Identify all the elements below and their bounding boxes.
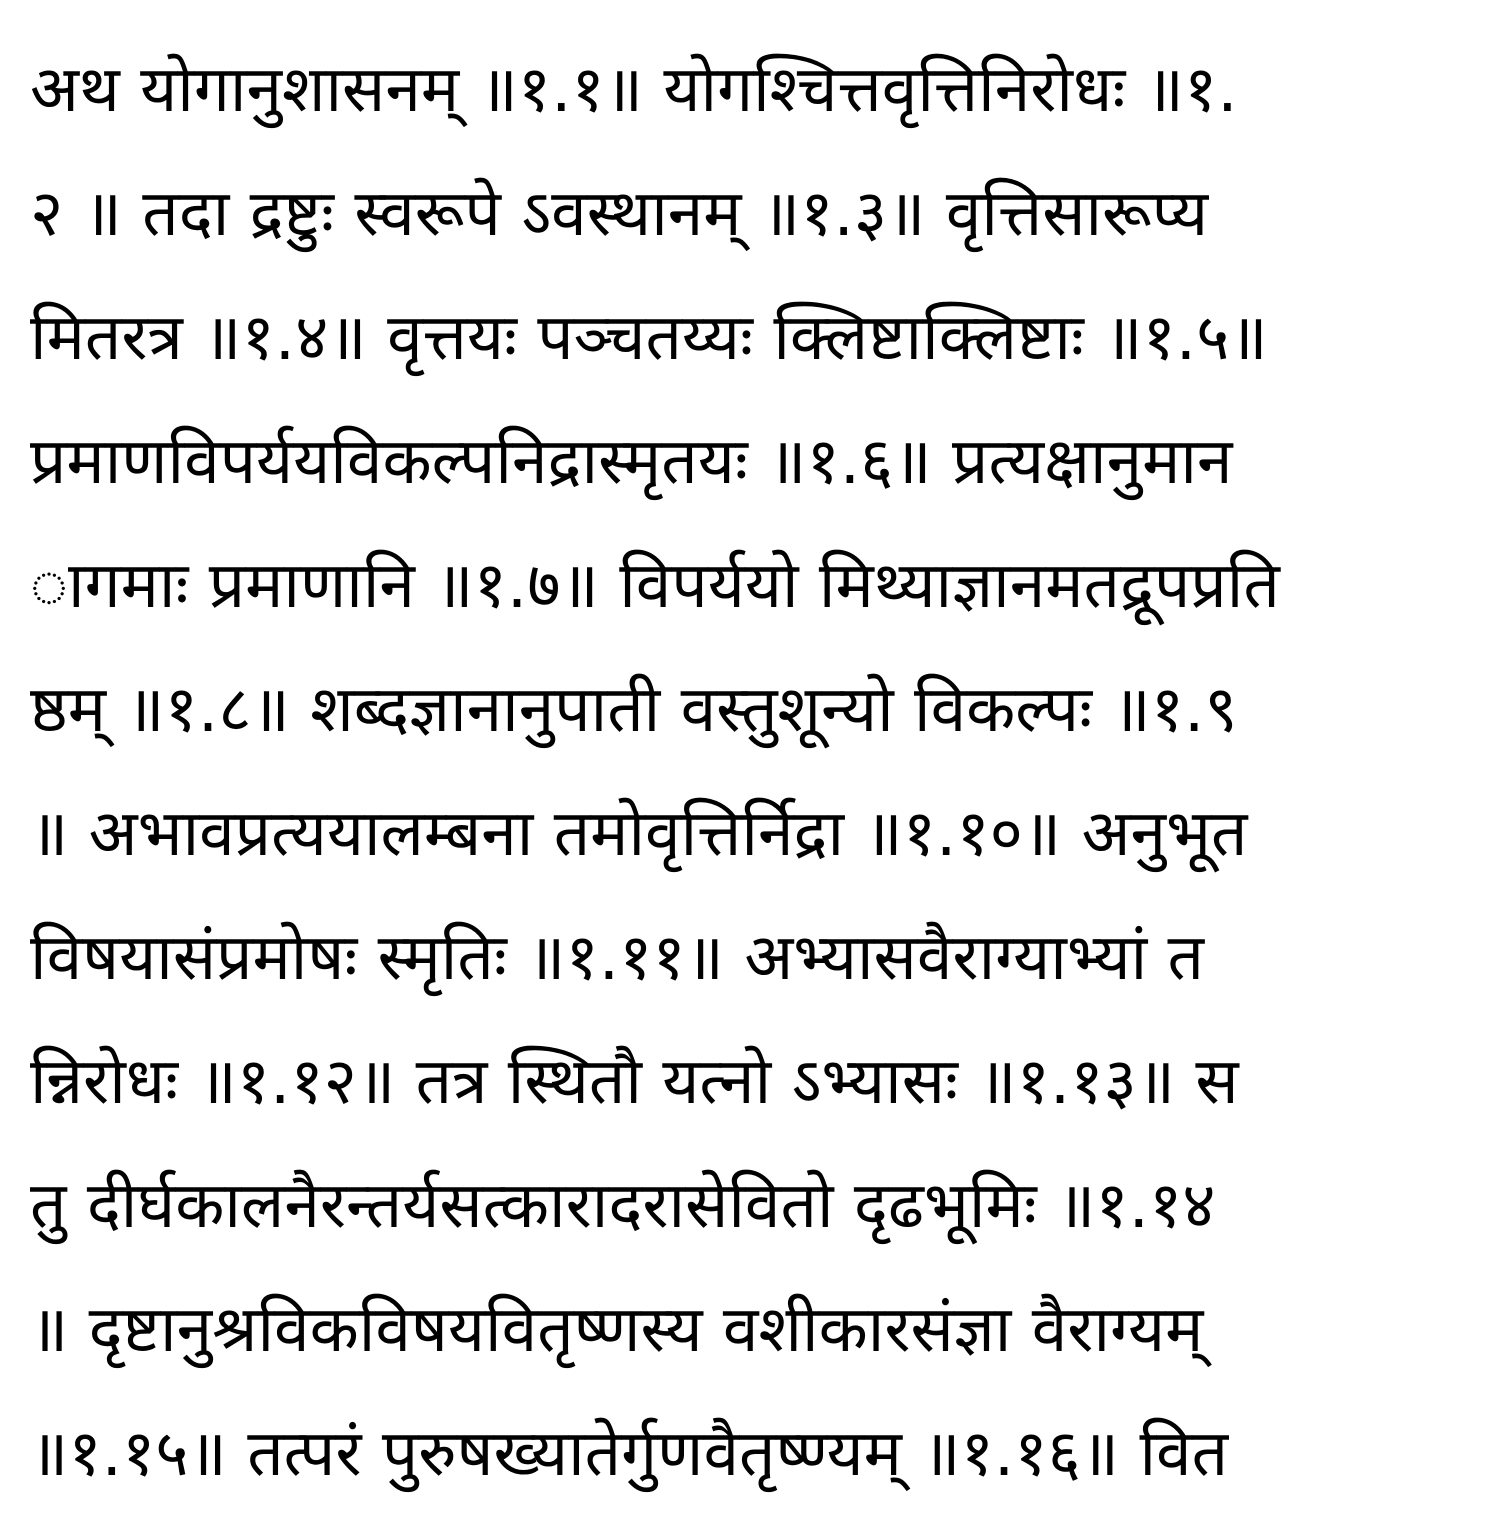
text-line: प्रमाणविपर्ययविकल्पनिद्रास्मृतयः ॥१.६॥ प्रत्यक्षानुमान bbox=[30, 425, 1233, 499]
text-line: २ ॥ तदा द्रष्टुः स्वरूपे ऽवस्थानम् ॥१.३॥ वृत्तिसारूप्य bbox=[30, 177, 1209, 251]
text-line: अथ योगानुशासनम् ॥१.१॥ योगश्चित्तवृत्तिनिरोधः ॥१. bbox=[30, 53, 1238, 127]
text-line: मितरत्र ॥१.४॥ वृत्तयः पञ्चतय्यः क्लिष्टाक्लिष्टाः ॥१.५॥ bbox=[30, 301, 1268, 375]
text-line: ॥ अभावप्रत्ययालम्बना तमोवृत्तिर्निद्रा ॥१.१०॥ अनुभूत bbox=[30, 797, 1248, 871]
text-line: ष्ठम् ॥१.८॥ शब्दज्ञानानुपाती वस्तुशून्यो विकल्पः ॥१.९ bbox=[30, 673, 1238, 747]
sutra-text-block bbox=[30, 28, 1470, 1516]
text-line: ॥१.१५॥ तत्परं पुरुषख्यातेर्गुणवैतृष्ण्यम् ॥१.१६॥ वित bbox=[30, 1417, 1229, 1491]
text-line: ॥ दृष्टानुश्रविकविषयवितृष्णस्य वशीकारसंज्ञा वैराग्यम् bbox=[30, 1293, 1204, 1367]
text-line: विषयासंप्रमोषः स्मृतिः ॥१.११॥ अभ्यासवैराग्याभ्यां त bbox=[30, 921, 1204, 995]
text-line: ागमाः प्रमाणानि ॥१.७॥ विपर्ययो मिथ्याज्ञानमतद्रूपप्रति bbox=[30, 549, 1280, 623]
text-line: न्निरोधः ॥१.१२॥ तत्र स्थितौ यत्नो ऽभ्यासः ॥१.१३॥ स bbox=[30, 1045, 1239, 1119]
text-line: तु दीर्घकालनैरन्तर्यसत्कारादरासेवितो दृढभूमिः ॥१.१४ bbox=[30, 1169, 1216, 1243]
